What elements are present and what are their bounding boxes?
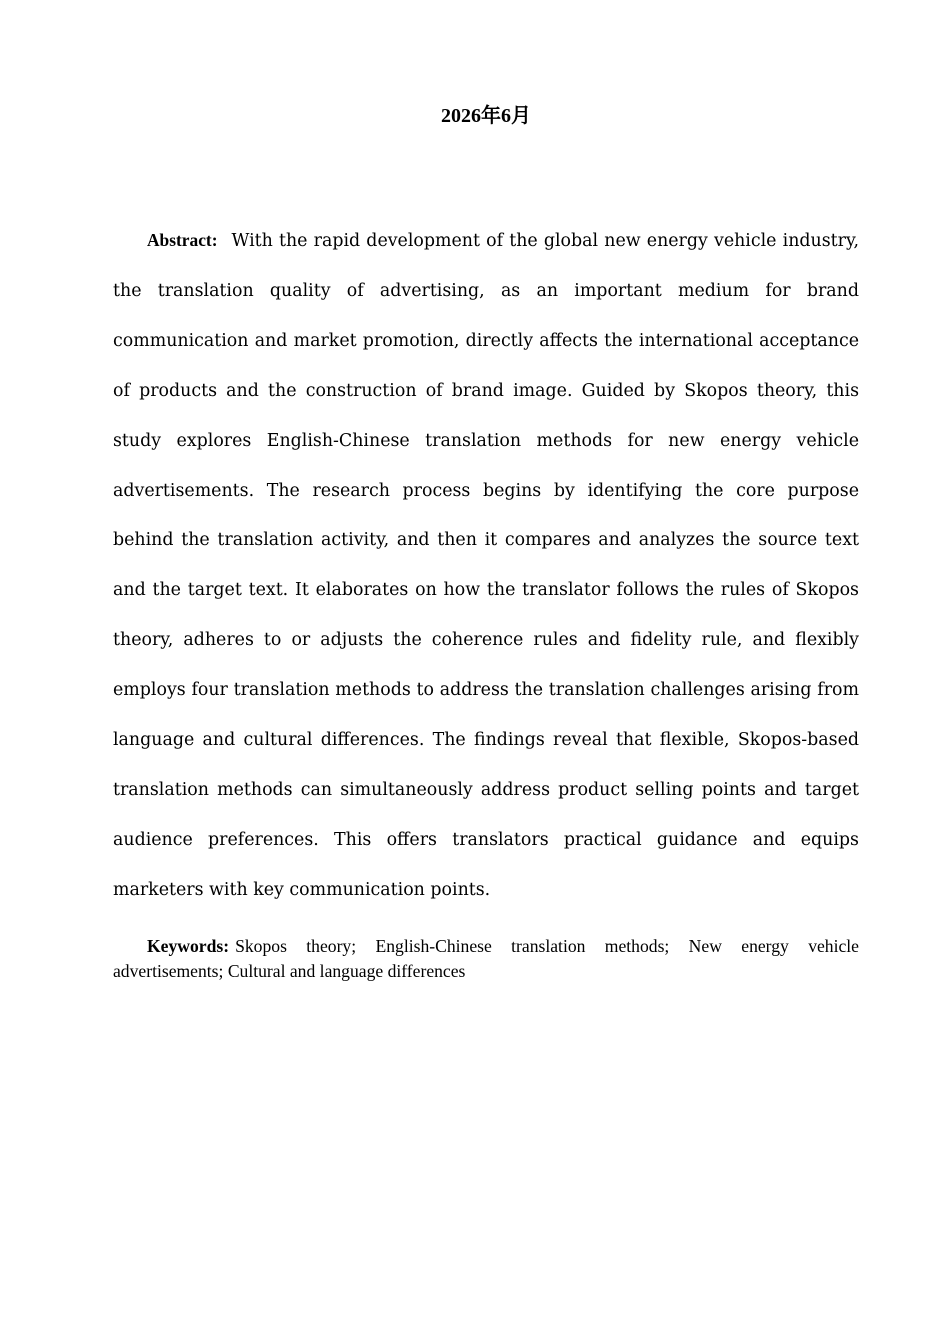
keywords-label: Keywords: [147,936,230,956]
abstract-paragraph [113,216,859,916]
keywords-text: Skopos theory; English-Chinese translation methods; New energy vehicle advertisements; Cultural and language differences [113,936,859,981]
date-heading: 2026年6月 [441,105,531,127]
abstract-text: With the rapid development of the global new energy vehicle industry, the translation quality of advertising, as an important medium for brand communication and market promotion, directly affects the international acceptance of products and the construction of brand image. Guided by Skopos theory, this study explores English-Chinese translation methods for new energy vehicle advertisements. The research process begins by identifying the core purpose behind the translation activity, and then it compares and analyzes the source text and the target text. It elaborates on how the translator follows the rules of Skopos theory, adheres to or adjusts the coherence rules and fidelity rule, and flexibly employs four translation methods to address the translation challenges arising from language and cultural differences. The findings reveal that flexible, Skopos-based translation methods can simultaneously address product selling points and target audience preferences. This offers translators practical guidance and equips marketers with key communication points. [113,231,859,900]
abstract-label: Abstract: [147,230,218,250]
keywords-paragraph [113,934,859,984]
